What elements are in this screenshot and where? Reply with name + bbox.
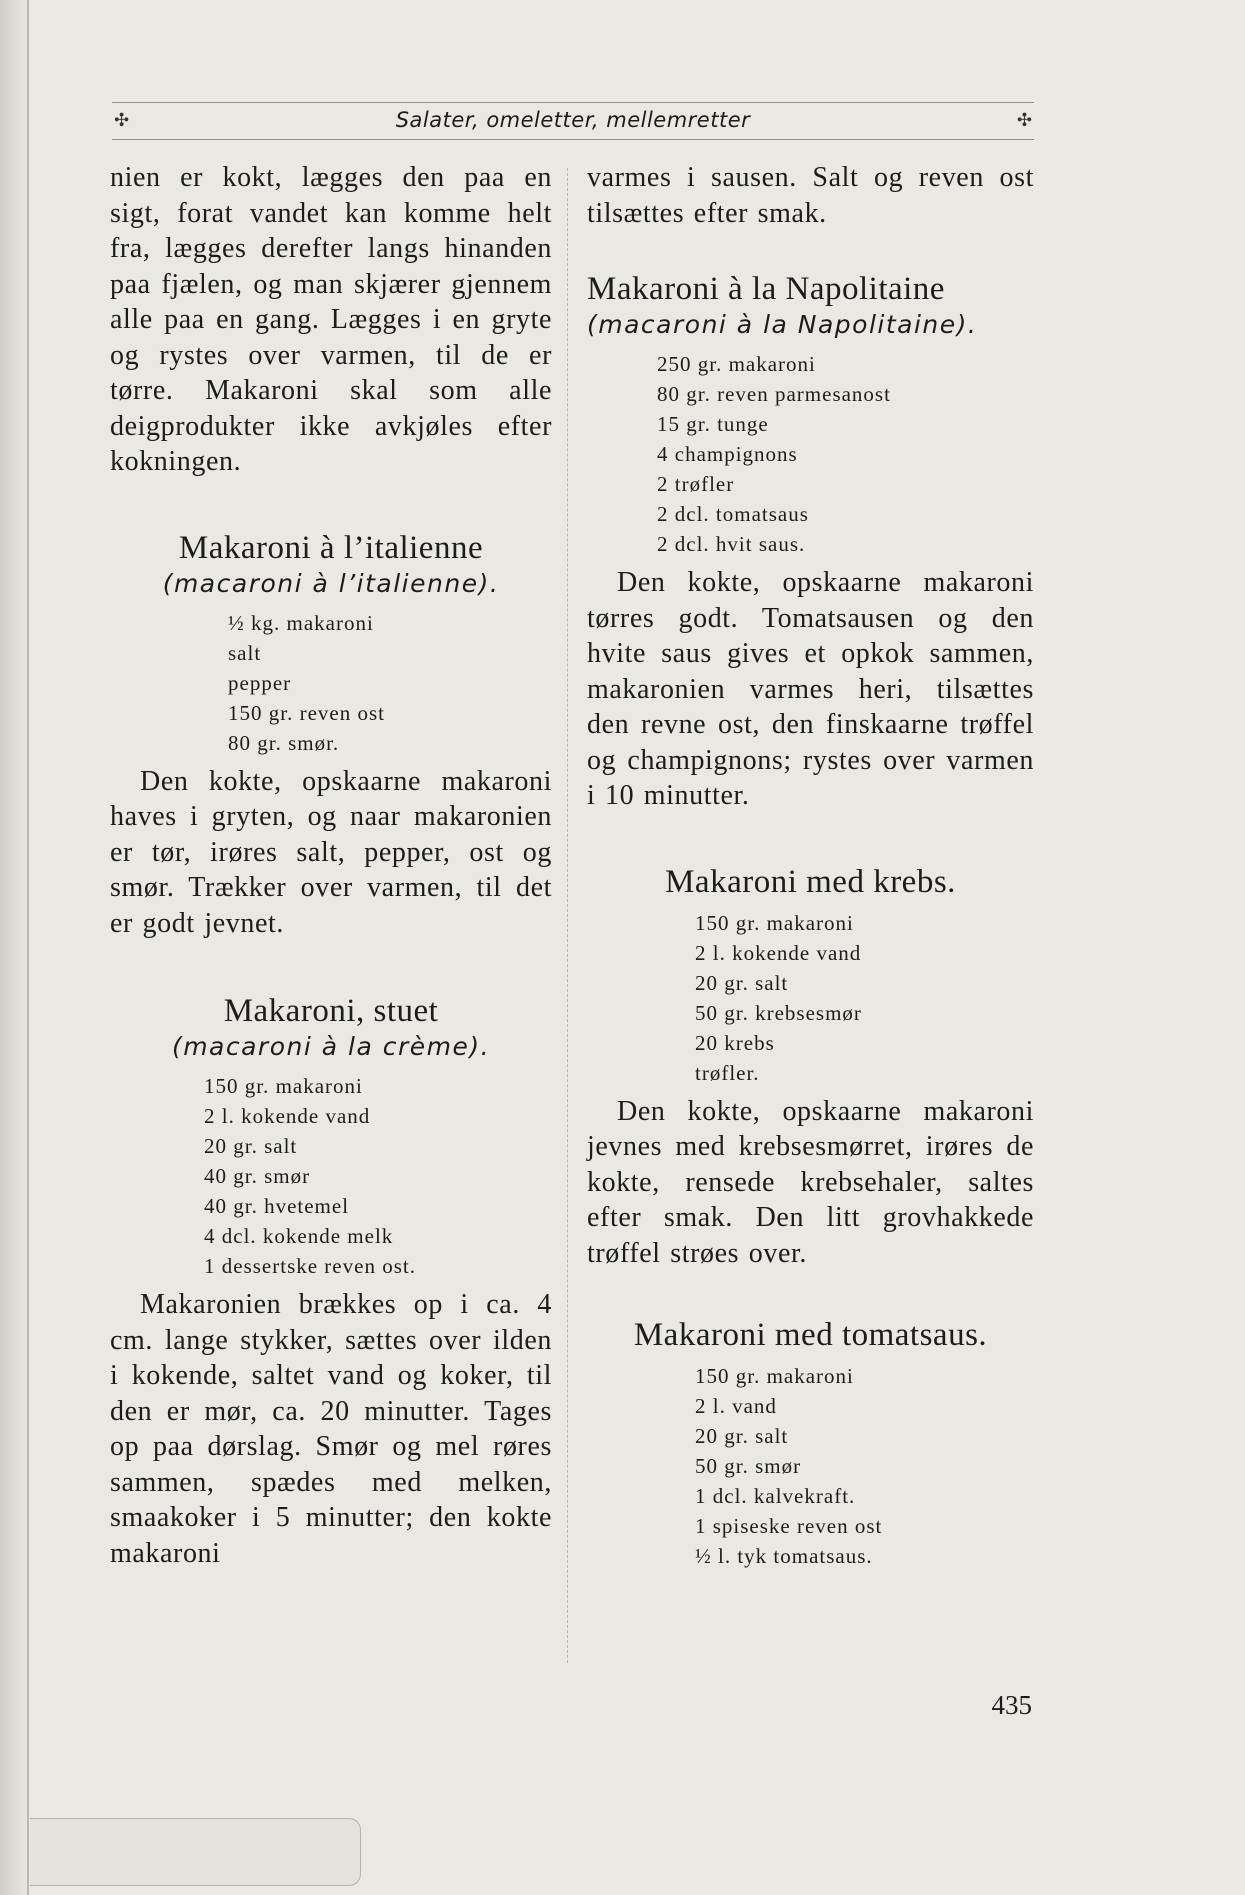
ingredient-item: pepper — [228, 670, 292, 695]
ingredient-item: 4 dcl. kokende melk — [204, 1224, 394, 1248]
recipe-title: Makaroni med krebs. — [665, 863, 956, 900]
ingredient-item: 1 dcl. kalvekraft. — [695, 1484, 856, 1508]
ingredient-item: 40 gr. hvetemel — [204, 1194, 350, 1218]
recipe-title: Makaroni à la Napolitaine — [587, 271, 945, 307]
ingredient-item: 4 champignons — [657, 442, 798, 466]
ingredient-item: 2 dcl. tomatsaus — [657, 502, 809, 526]
ingredient-item: 40 gr. smør — [204, 1164, 311, 1188]
recipe-instructions: Den kokte, opskaarne makaroni haves i gryten, og naar makaronien er tør, irøres salt, pepper, ost og smør. Trækker over varmen, til det er godt jevnet. — [110, 765, 552, 939]
ingredient-item: trøfler. — [695, 1060, 760, 1085]
ingredient-item: 50 gr. smør — [695, 1454, 802, 1478]
running-header — [112, 102, 1034, 140]
recipe-instructions: Makaronien brækkes op i ca. 4 cm. lange stykker, sættes over ilden i kokende, saltet vand og koker, til den er mør, ca. 20 minutter. Tages op paa dørslag. Smør og mel røres sammen, spædes med melken, smaakoker i 5 minutter; den kokte makaroni — [110, 1289, 552, 1569]
recipe-instructions: Den kokte, opskaarne makaroni jevnes med krebsesmørret, irøres de kokte, rensede krebsehaler, saltes efter smak. Den litt grovhakkede trøffel strøes over. — [587, 1095, 1034, 1269]
ingredient-list — [228, 608, 552, 758]
recipe-instructions: Den kokte, opskaarne makaroni tørres godt. Tomatsausen og den hvite saus gives et opkok sammen, makaronien varmes heri, tilsættes den revne ost, den finskaarne trøffel og champignons; rystes over varmen i 10 minutter. — [587, 567, 1034, 811]
ingredient-item: 150 gr. makaroni — [204, 1074, 363, 1098]
ingredient-list — [204, 1071, 552, 1281]
ingredient-item: 2 l. kokende vand — [204, 1104, 371, 1128]
right-column — [587, 160, 1034, 1577]
ingredient-item: 20 gr. salt — [695, 970, 789, 995]
ingredient-item: ½ l. tyk tomatsaus. — [695, 1544, 873, 1568]
recipe-subtitle: (macaroni à la Napolitaine). — [587, 310, 978, 339]
ornament-left-icon: ✣ — [114, 110, 130, 131]
ingredient-item: 15 gr. tunge — [657, 412, 769, 436]
ingredient-item: 80 gr. smør. — [228, 730, 340, 755]
ingredient-item: 20 gr. salt — [204, 1134, 298, 1158]
recipe-subtitle: (macaroni à la crème). — [171, 1032, 491, 1061]
continued-paragraph: varmes i sausen. Salt og reven ost tilsættes efter smak. — [587, 162, 1034, 229]
ornament-right-icon: ✣ — [1016, 110, 1032, 131]
ingredient-item: 150 gr. makaroni — [695, 1364, 854, 1388]
ingredient-item: 80 gr. reven parmesanost — [657, 382, 891, 406]
ingredient-list — [657, 349, 1034, 559]
ingredient-list — [695, 908, 1034, 1088]
ingredient-item: 250 gr. makaroni — [657, 352, 816, 376]
ingredient-item: 2 dcl. hvit saus. — [657, 532, 806, 556]
ingredient-item: 50 gr. krebsesmør — [695, 1000, 862, 1025]
recipe-title: Makaroni, stuet — [223, 993, 439, 1029]
ingredient-item: 1 spiseske reven ost — [695, 1514, 883, 1538]
ingredient-item: ½ kg. makaroni — [228, 610, 374, 635]
ingredient-item: 2 l. kokende vand — [695, 940, 862, 965]
page-binding-edge — [0, 0, 30, 1895]
ingredient-item: 150 gr. makaroni — [695, 910, 854, 935]
ingredient-list — [695, 1361, 1034, 1571]
ingredient-item: 1 dessertske reven ost. — [204, 1254, 416, 1278]
ingredient-item: 2 l. vand — [695, 1394, 777, 1418]
ingredient-item: salt — [228, 640, 262, 665]
recipe-title: Makaroni à l’italienne — [178, 529, 484, 566]
continued-paragraph: nien er kokt, lægges den paa en sigt, forat vandet kan komme helt fra, lægges derefter langs hinanden paa fjælen, og man skjærer gjennem alle paa en gang. Lægges i en gryte og rystes over varmen, til de er tørre. Makaroni skal som alle deigprodukter ikke avkjøles efter kokningen. — [110, 162, 552, 477]
ingredient-item: 150 gr. reven ost — [228, 700, 385, 725]
recipe-subtitle: (macaroni à l’italienne). — [162, 568, 500, 598]
ingredient-item: 2 trøfler — [657, 472, 735, 496]
ingredient-item: 20 gr. salt — [695, 1424, 789, 1448]
ingredient-item: 20 krebs — [695, 1030, 775, 1055]
column-divider — [567, 168, 568, 1663]
recipe-title: Makaroni med tomatsaus. — [633, 1317, 988, 1353]
page-number: 435 — [991, 1690, 1032, 1720]
running-header-title: Salater, omeletter, mellemretter — [395, 108, 751, 132]
left-column — [110, 160, 552, 1571]
bottom-tab-shadow — [30, 1818, 361, 1886]
